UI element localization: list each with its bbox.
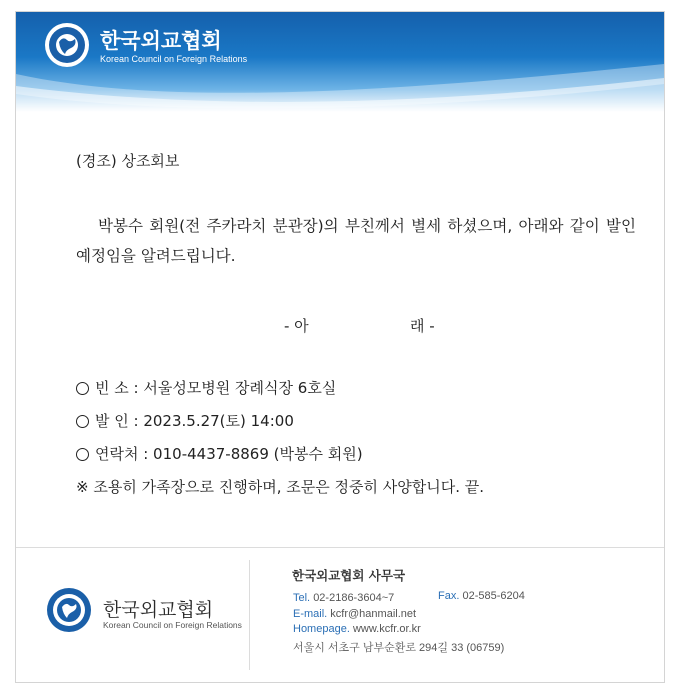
tel-label: Tel. <box>293 592 311 604</box>
globe-emblem-icon <box>44 22 90 68</box>
footer-fax <box>438 590 525 602</box>
footer-homepage <box>293 623 421 635</box>
letter-subject: (경조) 상조회보 <box>76 152 180 170</box>
ah-left: - 아 <box>284 317 309 335</box>
homepage-value[interactable]: www.kcfr.or.kr <box>352 623 421 635</box>
footer-email <box>293 608 416 620</box>
tel-value: 02-2186-3604~7 <box>313 592 395 604</box>
circle-bullet-icon <box>76 382 89 395</box>
list-item-venue <box>76 377 336 398</box>
footer-logo-korean: 한국외교협회 <box>103 600 214 621</box>
email-frame <box>15 11 665 683</box>
footer-address: 서울시 서초구 남부순환로 294길 33 (06759) <box>293 642 505 654</box>
list-item-contact <box>76 443 363 464</box>
email-value[interactable]: kcfr@hanmail.net <box>330 608 417 620</box>
list-item-departure <box>76 410 294 431</box>
header-logo-english: Korean Council on Foreign Relations <box>100 54 248 64</box>
footer-vertical-divider <box>249 560 250 670</box>
footer-divider <box>16 547 664 548</box>
ah-right: 래 - <box>410 317 435 335</box>
letter-body <box>76 211 636 271</box>
email-label: E-mail. <box>293 608 328 620</box>
circle-bullet-icon <box>76 415 89 428</box>
list-item-text: 빈 소 : 서울성모병원 장례식장 6호실 <box>95 379 337 397</box>
header-banner <box>16 12 664 112</box>
fax-label: Fax. <box>438 590 460 602</box>
footer-logo-english: Korean Council on Foreign Relations <box>103 620 242 630</box>
footer-org-name: 한국외교협회 사무국 <box>292 568 406 583</box>
footer-tel <box>293 592 394 604</box>
homepage-label: Homepage. <box>293 623 350 635</box>
list-item-text: 연락처 : 010-4437-8869 (박봉수 회원) <box>95 445 363 463</box>
list-item-text: 발 인 : 2023.5.27(토) 14:00 <box>95 412 294 430</box>
letter-note: ※ 조용히 가족장으로 진행하며, 조문은 정중히 사양합니다. 끝. <box>76 478 485 496</box>
letter-body-text: 박봉수 회원(전 주카라치 분관장)의 부친께서 별세 하셨으며, 아래와 같이 발인 예정임을 알려드립니다. <box>76 217 636 265</box>
fax-value: 02-585-6204 <box>462 590 525 602</box>
circle-bullet-icon <box>76 448 89 461</box>
footer-globe-emblem-icon <box>46 587 92 633</box>
header-logo-korean: 한국외교협회 <box>100 30 222 53</box>
